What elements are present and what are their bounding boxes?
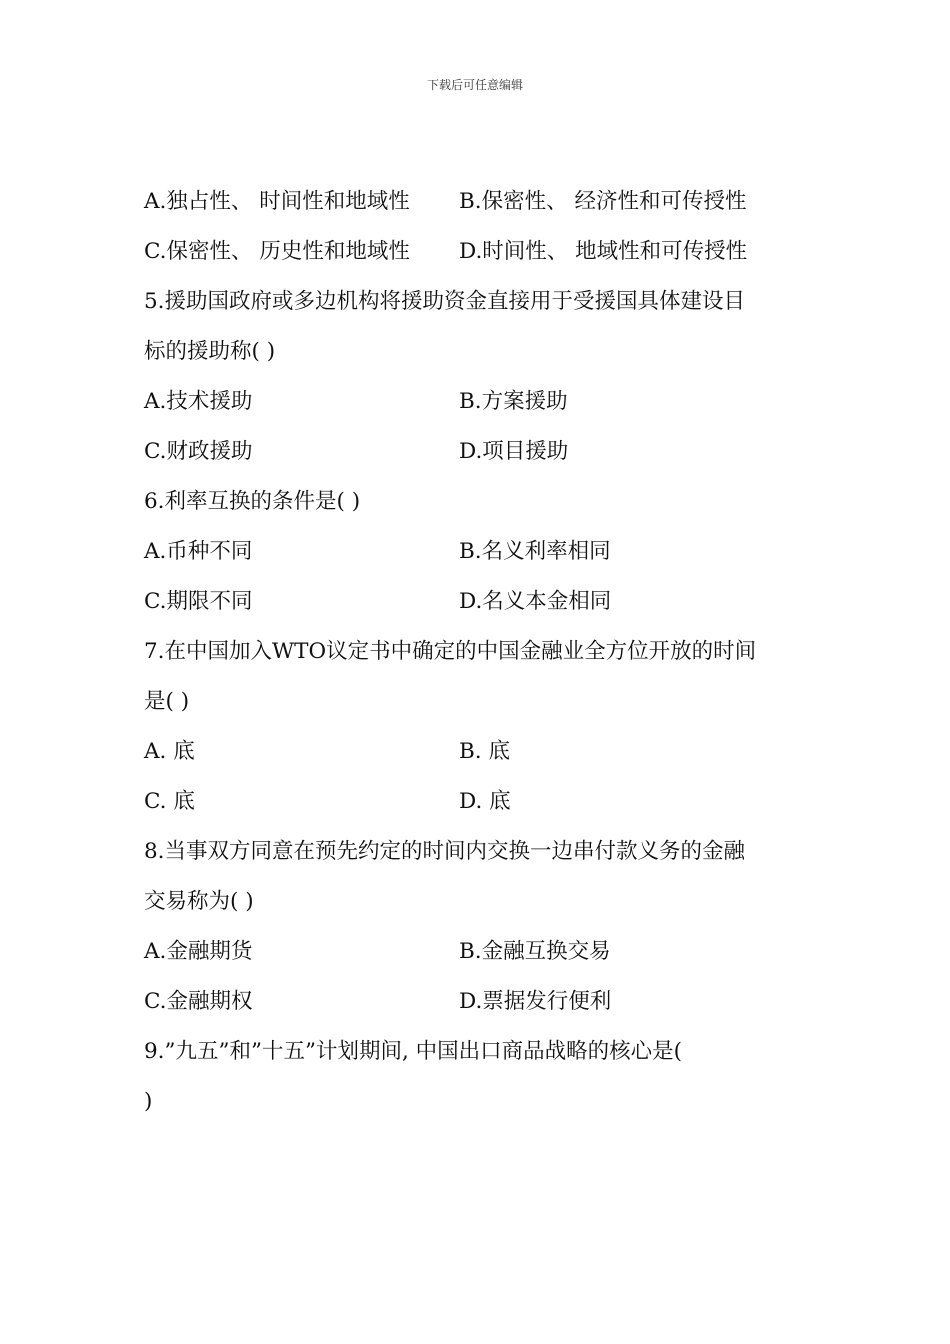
q4-option-b: B.保密性、 经济性和可传授性 [459, 189, 747, 214]
document-body [144, 177, 824, 1127]
q4-options-row-2 [144, 227, 824, 277]
q5-option-b: B.方案援助 [459, 389, 568, 414]
q6-option-c: C.期限不同 [144, 589, 253, 614]
q6-stem: 6.利率互换的条件是( ) [144, 489, 361, 514]
q8-option-b: B.金融互换交易 [459, 939, 611, 964]
q7-stem-line-1: 7.在中国加入WTO议定书中确定的中国金融业全方位开放的时间 [144, 639, 757, 664]
q4-option-a: A.独占性、 时间性和地域性 [144, 189, 410, 214]
q8-stem-line-1: 8.当事双方同意在预先约定的时间内交换一边串付款义务的金融 [144, 839, 746, 864]
q7-options-row-1 [144, 727, 824, 777]
q6-options-row-1 [144, 527, 824, 577]
page-header: 下载后可任意编辑 [426, 78, 523, 92]
q6-option-d: D.名义本金相同 [459, 589, 612, 614]
q9-stem-line-2: ) [144, 1089, 153, 1114]
q7-option-c: C. 底 [144, 789, 195, 814]
q8-stem-line-2: 交易称为( ) [144, 889, 254, 914]
q5-option-d: D.项目援助 [459, 439, 569, 464]
q7-option-b: B. 底 [459, 739, 510, 764]
q8-options-row-2 [144, 977, 824, 1027]
q7-option-d: D. 底 [459, 789, 511, 814]
q5-stem-line-1: 5.援助国政府或多边机构将援助资金直接用于受援国具体建设目 [144, 289, 746, 314]
q8-options-row-1 [144, 927, 824, 977]
q6-options-row-2 [144, 577, 824, 627]
q7-options-row-2 [144, 777, 824, 827]
q5-stem-line-2: 标的援助称( ) [144, 339, 276, 364]
q4-option-c: C.保密性、 历史性和地域性 [144, 239, 410, 264]
q8-option-c: C.金融期权 [144, 989, 253, 1014]
q8-option-d: D.票据发行便利 [459, 989, 612, 1014]
q8-option-a: A.金融期货 [144, 939, 253, 964]
q7-stem-line-2: 是( ) [144, 689, 190, 714]
q7-option-a: A. 底 [144, 739, 195, 764]
q5-options-row-2 [144, 427, 824, 477]
q5-option-c: C.财政援助 [144, 439, 253, 464]
q6-option-b: B.名义利率相同 [459, 539, 611, 564]
q5-option-a: A.技术援助 [144, 389, 253, 414]
q4-option-d: D.时间性、 地域性和可传授性 [459, 239, 748, 264]
q4-options-row-1 [144, 177, 824, 227]
q5-options-row-1 [144, 377, 824, 427]
q6-option-a: A.币种不同 [144, 539, 253, 564]
q9-stem-line-1: 9.”九五”和”十五”计划期间, 中国出口商品战略的核心是( [144, 1039, 683, 1064]
